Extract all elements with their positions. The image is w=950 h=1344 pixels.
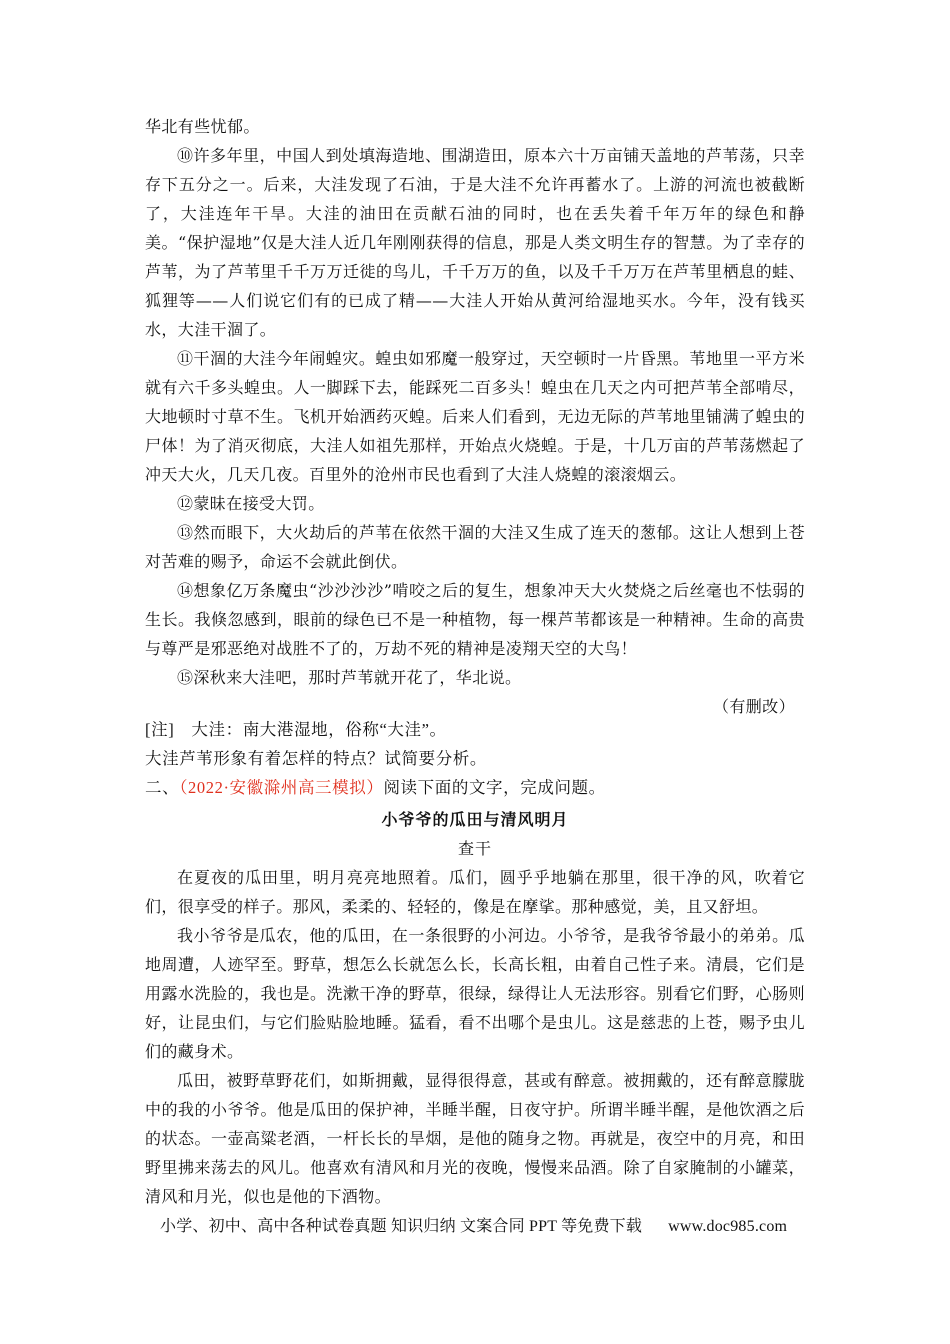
footer-url[interactable]: www.doc985.com bbox=[668, 1218, 788, 1235]
section-number: 二、 bbox=[145, 778, 180, 797]
passage-reed-continued bbox=[145, 112, 805, 721]
page-footer bbox=[160, 1213, 800, 1236]
passage-melon-field bbox=[145, 805, 805, 1211]
paragraph-11: ⑪干涸的大洼今年闹蝗灾。蝗虫如邪魔一般穿过，天空顿时一片昏黑。苇地里一平方米就有六千多头蝗虫。人一脚踩下去，能踩死二百多头！蝗虫在几天之内可把芦苇全部啃尽，大地顿时寸草不生。飞机开始洒药灭蝗。后来人们看到，无边无际的芦苇地里铺满了蝗虫的尸体！为了消灭彻底，大洼人如祖先那样，开始点火烧蝗。于是，十几万亩的芦苇荡燃起了冲天大火，几天几夜。百里外的沧州市民也看到了大洼人烧蝗的滚滚烟云。 bbox=[145, 349, 805, 484]
question-text: 大洼芦苇形象有着怎样的特点？试简要分析。 bbox=[145, 749, 487, 768]
question-block bbox=[145, 715, 805, 802]
article-paragraph-3: 瓜田，被野草野花们，如斯拥戴，显得很得意，甚或有醉意。被拥戴的，还有醉意朦胧中的我的小爷爷。他是瓜田的保护神，半睡半醒，日夜守护。所谓半睡半醒，是他饮酒之后的状态。一壶高粱老酒，一杆长长的旱烟，是他的随身之物。再就是，夜空中的月亮，和田野里拂来荡去的风儿。他喜欢有清风和月光的夜晚，慢慢来品酒。除了自家腌制的小罐菜，清风和月光，似也是他的下酒物。 bbox=[145, 1071, 805, 1206]
footer-text: 小学、初中、高中各种试卷真题 知识归纳 文案合同 PPT 等免费下载 bbox=[160, 1218, 643, 1235]
section-source: （2022·安徽滁州高三模拟） bbox=[179, 778, 384, 797]
paragraph-13: ⑬然而眼下，大火劫后的芦苇在依然干涸的大洼又生成了连天的葱郁。这让人想到上苍对苦难的赐予，命运不会就此倒伏。 bbox=[145, 523, 805, 571]
paragraph-15: ⑮深秋来大洼吧，那时芦苇就开花了，华北说。 bbox=[177, 668, 522, 687]
paragraph-12: ⑫蒙昧在接受大罚。 bbox=[177, 494, 325, 513]
annotation-note: [注] 大洼：南大港湿地，俗称“大洼”。 bbox=[145, 720, 447, 739]
section-instruction: 阅读下面的文字，完成问题。 bbox=[383, 778, 606, 797]
article-author: 查干 bbox=[457, 839, 492, 858]
article-paragraph-1: 在夏夜的瓜田里，明月亮亮地照着。瓜们，圆乎乎地躺在那里，很干净的风，吹着它们，很享受的样子。那风，柔柔的、轻轻的，像是在摩挲。那种感觉，美，且又舒坦。 bbox=[145, 868, 805, 916]
paragraph-continuation: 华北有些忧郁。 bbox=[145, 117, 260, 136]
article-title: 小爷爷的瓜田与清风明月 bbox=[381, 810, 569, 829]
source-note: （有删改） bbox=[712, 697, 795, 716]
article-paragraph-2: 我小爷爷是瓜农，他的瓜田，在一条很野的小河边。小爷爷，是我爷爷最小的弟弟。瓜地周遭，人迹罕至。野草，想怎么长就怎么长，长高长粗，由着自己性子来。清晨，它们是用露水洗脸的，我也是。洗漱干净的野草，很绿，绿得让人无法形容。别看它们野，心肠则好，让昆虫们，与它们脸贴脸地睡。猛看，看不出哪个是虫儿。这是慈悲的上苍，赐予虫儿们的藏身术。 bbox=[145, 926, 805, 1061]
paragraph-10: ⑩许多年里，中国人到处填海造地、围湖造田，原本六十万亩铺天盖地的芦苇荡，只幸存下五分之一。后来，大洼发现了石油，于是大洼不允许再蓄水了。上游的河流也被截断了，大洼连年干旱。大洼的油田在贡献石油的同时，也在丢失着千年万年的绿色和静美。“保护湿地”仅是大洼人近几年刚刚获得的信息，那是人类文明生存的智慧。为了幸存的芦苇，为了芦苇里千千万万迁徙的鸟儿，千千万万的鱼，以及千千万万在芦苇里栖息的蛙、狐狸等——人们说它们有的已成了精——大洼人开始从黄河给湿地买水。今年，没有钱买水，大洼干涸了。 bbox=[145, 146, 805, 339]
section-heading bbox=[145, 773, 805, 802]
paragraph-14: ⑭想象亿万条魔虫“沙沙沙沙”啃咬之后的复生，想象冲天大火焚烧之后丝毫也不怯弱的生长。我倏忽感到，眼前的绿色已不是一种植物，每一棵芦苇都该是一种精神。生命的高贵与尊严是邪恶绝对战胜不了的，万劫不死的精神是凌翔天空的大鸟！ bbox=[145, 581, 805, 658]
